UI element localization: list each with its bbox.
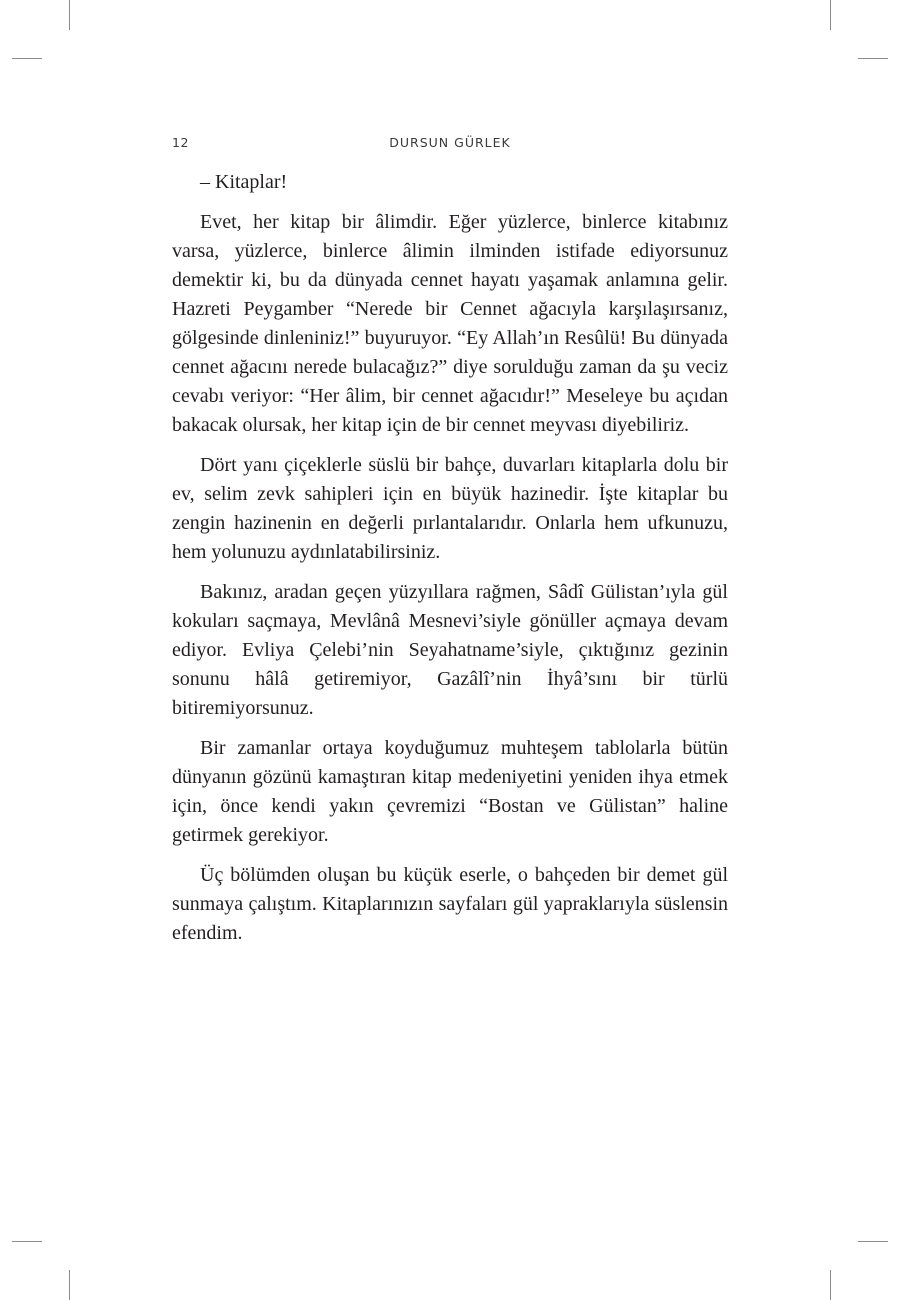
crop-mark-top-left — [69, 0, 70, 30]
crop-mark-bottom-right — [858, 1241, 888, 1242]
crop-mark-top-right — [830, 0, 831, 30]
paragraph: – Kitaplar! — [200, 171, 288, 193]
crop-mark-bottom-right — [830, 1270, 831, 1300]
page-number: 12 — [172, 135, 190, 150]
paragraph: Dört yanı çiçeklerle süslü bir bahçe, duvarları kitaplarla dolu bir ev, selim zevk sahipleri için en büyük hazinedir. İşte kitaplar bu zengin hazinenin en değerli pırlantalarıdır. Onlarla hem ufkunuzu, hem yolunuzu aydınlatabilirsiniz. — [172, 454, 728, 563]
crop-mark-top-left — [12, 58, 42, 59]
crop-mark-top-right — [858, 58, 888, 59]
body-text — [172, 168, 728, 959]
paragraph: Bir zamanlar ortaya koyduğumuz muhteşem tablolarla bütün dünyanın gözünü kamaştıran kitap medeniyetini yeniden ihya etmek için, önce kendi yakın çevremizi “Bostan ve Gülistan” haline getirmek gerekiyor. — [172, 737, 728, 846]
crop-mark-bottom-left — [69, 1270, 70, 1300]
running-head-author: DURSUN GÜRLEK — [389, 135, 511, 150]
crop-mark-bottom-left — [12, 1241, 42, 1242]
paragraph: Üç bölümden oluşan bu küçük eserle, o bahçeden bir demet gül sunmaya çalıştım. Kitaplarınızın sayfaları gül yapraklarıyla süslensin efendim. — [172, 864, 728, 944]
paragraph: Bakınız, aradan geçen yüzyıllara rağmen, Sâdî Gülistan’ıyla gül kokuları saçmaya, Mevlânâ Mesnevi’siyle gönüller açmaya devam ediyor. Evliya Çelebi’nin Seyahatname’siyle, çıktığınız gezinin sonunu hâlâ getiremiyor, Gazâlî’nin İhyâ’sını bir türlü bitiremiyorsunuz. — [172, 581, 728, 719]
paragraph: Evet, her kitap bir âlimdir. Eğer yüzlerce, binlerce kitabınız varsa, yüzlerce, binlerce âlimin ilminden istifade ediyorsunuz demektir ki, bu da dünyada cennet hayatı yaşamak anlamına gelir. Hazreti Peygamber “Nerede bir Cennet ağacıyla karşılaşırsanız, gölgesinde dinleniniz!” buyuruyor. “Ey Allah’ın Resûlü! Bu dünyada cennet ağacını nerede bulacağız?” diye sorulduğu zaman da şu veciz cevabı veriyor: “Her âlim, bir cennet ağacıdır!” Meseleye bu açıdan bakacak olursak, her kitap için de bir cennet meyvası diyebiliriz. — [172, 211, 728, 436]
running-head — [172, 135, 728, 153]
